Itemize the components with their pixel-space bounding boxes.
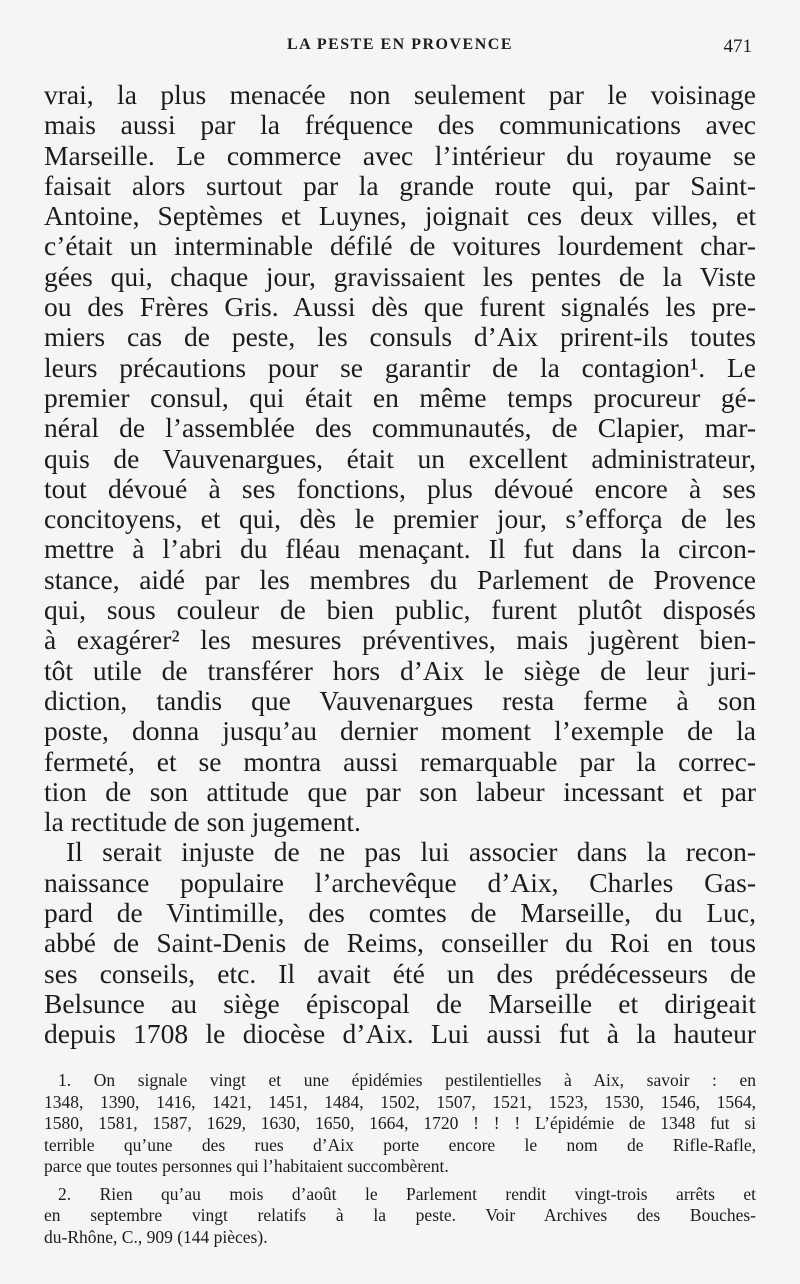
text-line: Il serait injuste de ne pas lui associer dans la recon- bbox=[66, 836, 756, 868]
footnote-line: terrible qu’une des rues d’Aix porte encore le nom de Rifle-Rafle, bbox=[44, 1134, 756, 1155]
text-line: concitoyens, et qui, dès le premier jour, s’efforça de les bbox=[44, 503, 756, 535]
footnote-line: 1580, 1581, 1587, 1629, 1630, 1650, 1664, 1720 ! ! ! L’épidémie de 1348 fut si bbox=[44, 1113, 756, 1133]
text-line: faisait alors surtout par la grande route qui, par Saint- bbox=[44, 169, 756, 201]
footnote-line: 1. On signale vingt et une épidémies pestilentielles à Aix, savoir : en bbox=[58, 1070, 756, 1090]
text-line: miers cas de peste, les consuls d’Aix prirent-ils toutes bbox=[44, 321, 756, 353]
footnote-line: du-Rhône, C., 909 (144 pièces). bbox=[44, 1226, 268, 1247]
text-line: abbé de Saint-Denis de Reims, conseiller du Roi en tous bbox=[44, 927, 756, 959]
footnote-line: parce que toutes personnes qui l’habitaient succombèrent. bbox=[44, 1156, 449, 1176]
text-line: premier consul, qui était en même temps procureur gé- bbox=[44, 381, 756, 413]
footnote-line: 2. Rien qu’au mois d’août le Parlement rendit vingt-trois arrêts et bbox=[58, 1183, 756, 1204]
running-title: LA PESTE EN PROVENCE bbox=[286, 36, 514, 53]
text-line: vrai, la plus menacée non seulement par le voisinage bbox=[44, 79, 756, 110]
text-line: stance, aidé par les membres du Parlement de Provence bbox=[44, 563, 756, 595]
text-line: fermeté, et se montra aussi remarquable par la correc- bbox=[44, 745, 756, 777]
text-line: tout dévoué à ses fonctions, plus dévoué encore à ses bbox=[44, 472, 756, 504]
footnotes bbox=[44, 1070, 756, 1248]
text-line: qui, sous couleur de bien public, furent plutôt disposés bbox=[44, 594, 756, 626]
text-line: tion de son attitude que par son labeur incessant et par bbox=[44, 775, 756, 807]
text-line: pard de Vintimille, des comtes de Marseille, du Luc, bbox=[44, 897, 756, 929]
text-line: tôt utile de transférer hors d’Aix le siège de leur juri- bbox=[44, 654, 756, 686]
text-line: c’était un interminable défilé de voitures lourdement char- bbox=[44, 230, 756, 262]
text-line: mais aussi par la fréquence des communications avec bbox=[44, 109, 756, 141]
text-line: leurs précautions pour se garantir de la contagion¹. Le bbox=[44, 351, 756, 383]
footnote-1 bbox=[44, 1070, 756, 1178]
text-line: ses conseils, etc. Il avait été un des prédécesseurs de bbox=[44, 957, 756, 989]
text-line: naissance populaire l’archevêque d’Aix, Charles Gas- bbox=[44, 866, 756, 898]
text-line: mettre à l’abri du fléau menaçant. Il fut dans la circon- bbox=[44, 533, 756, 565]
text-line: ou des Frères Gris. Aussi dès que furent signalés les pre- bbox=[44, 291, 756, 323]
body-text bbox=[44, 80, 756, 1050]
text-line: néral de l’assemblée des communautés, de Clapier, mar- bbox=[44, 412, 756, 444]
footnote-line: 1348, 1390, 1416, 1421, 1451, 1484, 1502, 1507, 1521, 1523, 1530, 1546, 1564, bbox=[44, 1091, 756, 1112]
text-line: quis de Vauvenargues, était un excellent administrateur, bbox=[44, 442, 756, 474]
text-line: Marseille. Le commerce avec l’intérieur du royaume se bbox=[44, 139, 756, 171]
text-line: la rectitude de son jugement. bbox=[44, 806, 361, 838]
text-line: diction, tandis que Vauvenargues resta ferme à son bbox=[44, 684, 756, 716]
text-line: depuis 1708 le diocèse d’Aix. Lui aussi fut à la hauteur bbox=[44, 1018, 756, 1050]
page-number: 471 bbox=[723, 36, 752, 57]
text-line: Antoine, Septèmes et Luynes, joignait ces deux villes, et bbox=[44, 200, 756, 232]
footnote-line: en septembre vingt relatifs à la peste. Voir Archives des Bouches- bbox=[44, 1205, 756, 1225]
footnote-2 bbox=[44, 1184, 756, 1249]
running-header bbox=[0, 36, 800, 62]
text-line: Belsunce au siège épiscopal de Marseille et dirigeait bbox=[44, 987, 756, 1019]
text-line: à exagérer² les mesures préventives, mais jugèrent bien- bbox=[44, 624, 756, 656]
text-line: poste, donna jusqu’au dernier moment l’exemple de la bbox=[44, 715, 756, 747]
text-line: gées qui, chaque jour, gravissaient les pentes de la Viste bbox=[44, 260, 756, 292]
